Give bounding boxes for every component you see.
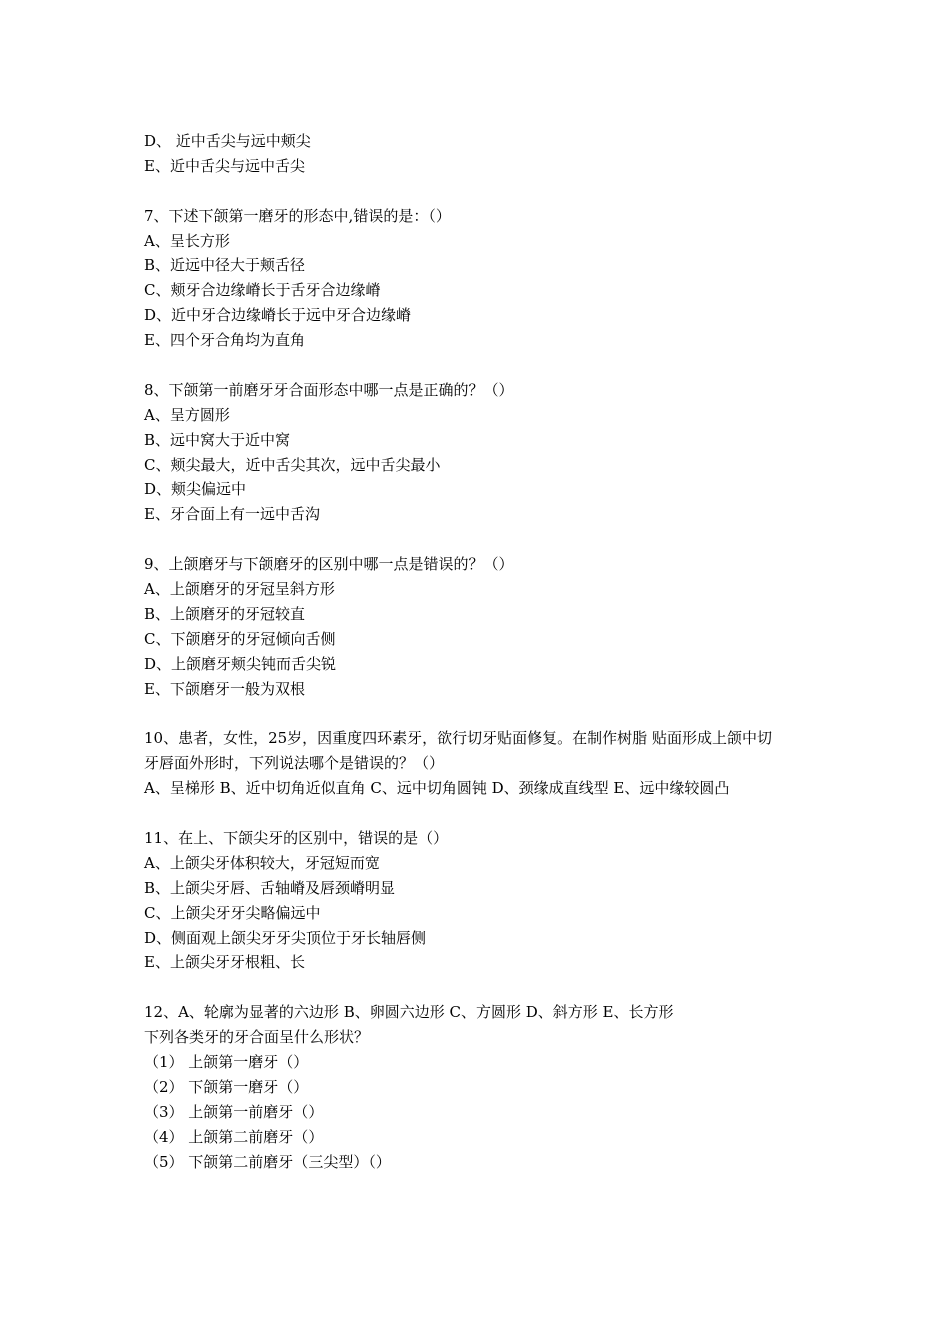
option-line: E、下颌磨牙一般为双根 [144, 679, 305, 698]
option-line: A、上颌尖牙体积较大，牙冠短而宽 [144, 853, 380, 872]
option-line: C、下颌磨牙的牙冠倾向舌侧 [144, 629, 336, 648]
option-line: D、 近中舌尖与远中颊尖 [144, 132, 311, 150]
option-line: A、呈长方形 [144, 231, 230, 250]
option-line: B、上颌磨牙的牙冠较直 [144, 604, 306, 623]
option-line: B、上颌尖牙唇、舌轴嵴及唇颈嵴明显 [144, 878, 396, 897]
option-line: E、近中舌尖与远中舌尖 [144, 156, 305, 175]
question-stem: 11、在上、下颌尖牙的区别中，错误的是（） [144, 828, 449, 847]
option-line: C、颊牙合边缘嵴长于舌牙合边缘嵴 [144, 281, 381, 300]
option-line: B、近远中径大于颊舌径 [144, 256, 306, 275]
sub-question-line: （5） 下颌第二前磨牙（三尖型）（） [144, 1152, 391, 1171]
sub-question-line: （2） 下颌第一磨牙（） [144, 1077, 309, 1096]
option-line: D、近中牙合边缘嵴长于远中牙合边缘嵴 [144, 306, 412, 325]
option-line: A、呈梯形 B、近中切角近似直角 C、远中切角圆钝 D、颈缘成直线型 E、远中缘较圆凸 [144, 779, 730, 798]
option-line: D、上颌磨牙颊尖钝而舌尖锐 [144, 654, 337, 673]
option-line: E、牙合面上有一远中舌沟 [144, 505, 320, 524]
option-line: A、上颌磨牙的牙冠呈斜方形 [144, 580, 335, 599]
question-stem: 7、下述下颌第一磨牙的形态中,错误的是：（） [144, 206, 451, 225]
spacer [144, 801, 804, 826]
option-line: C、上颌尖牙牙尖略偏远中 [144, 903, 321, 922]
spacer [144, 975, 804, 1000]
option-line: B、远中窝大于近中窝 [144, 430, 291, 449]
spacer [144, 353, 804, 378]
sub-question-line: （1） 上颌第一磨牙（） [144, 1052, 309, 1071]
sub-question-line: （3） 上颌第一前磨牙（） [144, 1102, 324, 1121]
question-stem: 10、患者，女性，25岁，因重度四环素牙，欲行切牙贴面修复。在制作树脂 贴面形成上颌中切 [144, 729, 772, 748]
document-content [144, 129, 804, 1174]
question-stem: 12、A、轮廓为显著的六边形 B、卵圆六边形 C、方圆形 D、斜方形 E、长方形 [144, 1003, 674, 1022]
spacer [144, 701, 804, 726]
question-stem-continued: 下列各类牙的牙合面呈什么形状？ [144, 1028, 370, 1047]
option-line: D、侧面观上颌尖牙牙尖顶位于牙长轴唇侧 [144, 928, 427, 947]
option-line: D、颊尖偏远中 [144, 480, 247, 499]
question-stem: 9、上颌磨牙与下颌磨牙的区别中哪一点是错误的？（） [144, 555, 514, 574]
spacer [144, 179, 804, 204]
option-line: E、上颌尖牙牙根粗、长 [144, 953, 305, 972]
question-stem-continued: 牙唇面外形时，下列说法哪个是错误的？（） [144, 754, 445, 773]
option-line: C、颊尖最大，近中舌尖其次，远中舌尖最小 [144, 455, 441, 474]
option-line: A、呈方圆形 [144, 405, 230, 424]
spacer [144, 527, 804, 552]
sub-question-line: （4） 上颌第二前磨牙（） [144, 1127, 324, 1146]
question-stem: 8、下颌第一前磨牙牙合面形态中哪一点是正确的？（） [144, 380, 514, 399]
option-line: E、四个牙合角均为直角 [144, 331, 305, 350]
